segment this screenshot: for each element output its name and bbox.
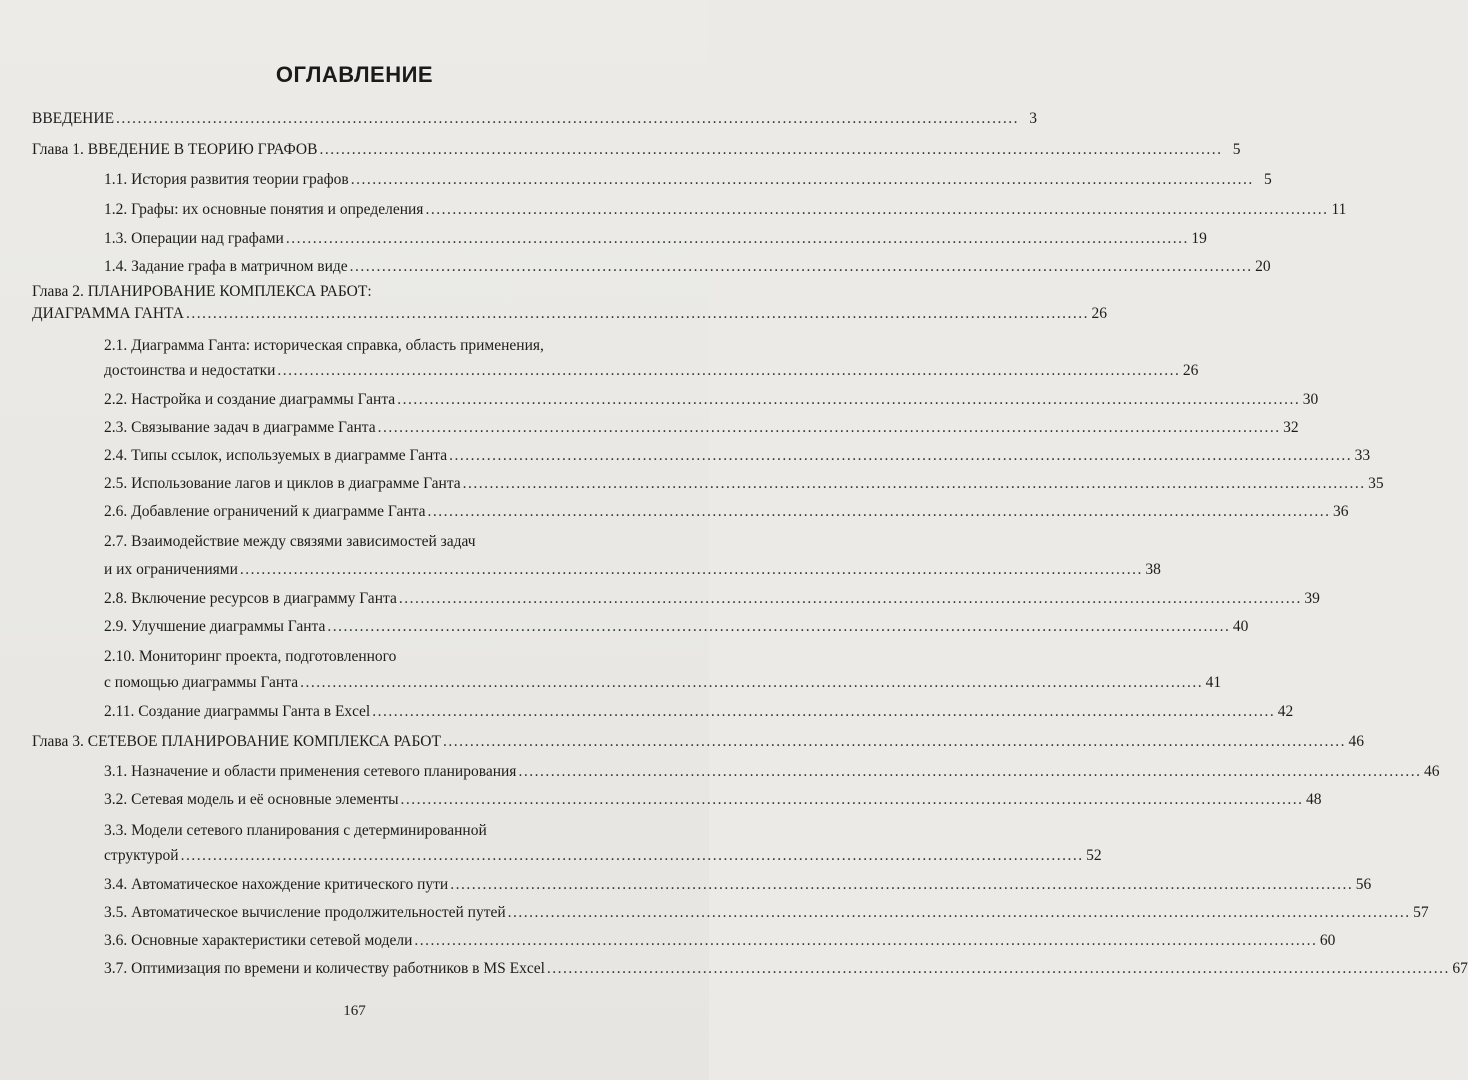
toc-entry-page: 42 xyxy=(1277,703,1294,720)
toc-entry-text: 2.5. Использование лагов и циклов в диаграмме Ганта xyxy=(104,475,461,492)
toc-entry-page: 30 xyxy=(1302,391,1319,408)
toc-leader-dots: ........................................................................................................................................................................ xyxy=(442,733,1346,750)
toc-entry-3-2 xyxy=(104,789,1322,811)
toc-entry-page: 33 xyxy=(1354,447,1371,464)
toc-entry-page: 3 xyxy=(1029,110,1038,127)
toc-leader-dots: ........................................................................................................................................................................ xyxy=(518,763,1422,780)
toc-entry-chapter-2-line1: Глава 2. ПЛАНИРОВАНИЕ КОМПЛЕКСА РАБОТ: xyxy=(32,283,372,300)
toc-entry-chapter-2 xyxy=(32,303,1107,325)
toc-leader-dots: ........................................................................................................................................................................ xyxy=(397,391,1301,408)
toc-entry-intro xyxy=(32,108,1038,130)
toc-leader-dots: ........................................................................................................................................................................ xyxy=(180,847,1084,864)
toc-entry-page: 35 xyxy=(1368,475,1384,492)
toc-entry-page: 46 xyxy=(1423,763,1440,780)
toc-leader-dots: ........................................................................................................................................................................ xyxy=(285,230,1189,247)
toc-entry-3-3-line1: 3.3. Модели сетевого планирования с детерминированной xyxy=(104,822,487,839)
toc-leader-dots: ........................................................................................................................................................................ xyxy=(327,618,1231,635)
toc-leader-dots: ........................................................................................................................................................................ xyxy=(425,201,1329,218)
toc-entry-3-6 xyxy=(104,930,1336,952)
toc-entry-text: 2.8. Включение ресурсов в диаграмму Ганта xyxy=(104,590,397,607)
toc-entry-1-4 xyxy=(104,256,1271,278)
toc-entry-page: 57 xyxy=(1413,904,1429,921)
toc-entry-2-7 xyxy=(104,559,1161,581)
toc-entry-page: 52 xyxy=(1086,847,1102,864)
toc-entry-text: 1.2. Графы: их основные понятия и определения xyxy=(104,201,424,218)
toc-entry-page: 11 xyxy=(1331,201,1347,218)
toc-entry-text: 2.2. Настройка и создание диаграммы Ганта xyxy=(104,391,396,408)
toc-entry-page: 20 xyxy=(1255,258,1271,275)
toc-entry-text: достоинства и недостатки xyxy=(104,362,276,379)
toc-entry-text: 3.1. Назначение и области применения сетевого планирования xyxy=(104,763,517,780)
toc-leader-dots: ........................................................................................................................................................................ xyxy=(450,876,1354,893)
toc-entry-2-2 xyxy=(104,389,1319,411)
toc-entry-page: 48 xyxy=(1306,791,1322,808)
toc-entry-2-3 xyxy=(104,417,1299,439)
toc-entry-page: 41 xyxy=(1205,674,1222,691)
toc-entry-2-10 xyxy=(104,672,1222,694)
toc-entry-3-5 xyxy=(104,902,1429,924)
toc-entry-1-1 xyxy=(104,169,1272,191)
toc-entry-page: 36 xyxy=(1332,503,1349,520)
toc-entry-text: ВВЕДЕНИЕ xyxy=(32,110,115,127)
toc-leader-dots: ........................................................................................................................................................................ xyxy=(427,503,1331,520)
toc-entry-2-11 xyxy=(104,701,1294,723)
toc-entry-text: 1.3. Операции над графами xyxy=(104,230,284,247)
toc-entry-2-4 xyxy=(104,445,1371,467)
toc-leader-dots: ........................................................................................................................................................................ xyxy=(372,703,1276,720)
toc-leader-dots: ........................................................................................................................................................................ xyxy=(400,791,1304,808)
toc-entry-text: ДИАГРАММА ГАНТА xyxy=(32,305,184,322)
toc-leader-dots: ........................................................................................................................................................................ xyxy=(350,171,1254,188)
toc-entry-page: 38 xyxy=(1145,561,1161,578)
toc-entry-text: структурой xyxy=(104,847,179,864)
toc-entry-text: 2.11. Создание диаграммы Ганта в Excel xyxy=(104,703,371,720)
page-number: 167 xyxy=(343,1003,366,1019)
toc-entry-1-2 xyxy=(104,199,1347,221)
toc-entry-1-3 xyxy=(104,228,1207,250)
toc-entry-chapter-3 xyxy=(32,731,1364,753)
toc-leader-dots: ........................................................................................................................................................................ xyxy=(300,674,1204,691)
toc-entry-page: 40 xyxy=(1232,618,1249,635)
toc-entry-page: 26 xyxy=(1091,305,1107,322)
toc-entry-2-1 xyxy=(104,360,1199,382)
toc-entry-text: 2.4. Типы ссылок, используемых в диаграмме Ганта xyxy=(104,447,448,464)
toc-leader-dots: ........................................................................................................................................................................ xyxy=(462,475,1366,492)
toc-entry-text: 2.9. Улучшение диаграммы Ганта xyxy=(104,618,326,635)
toc-entry-2-10-line1: 2.10. Мониторинг проекта, подготовленного xyxy=(104,648,397,665)
toc-entry-text: с помощью диаграммы Ганта xyxy=(104,674,299,691)
toc-leader-dots: ........................................................................................................................................................................ xyxy=(449,447,1353,464)
toc-entry-page: 26 xyxy=(1182,362,1199,379)
page-title: ОГЛАВЛЕНИЕ xyxy=(275,62,434,87)
toc-leader-dots: ........................................................................................................................................................................ xyxy=(398,590,1302,607)
toc-entry-2-7-line1: 2.7. Взаимодействие между связями зависимостей задач xyxy=(104,533,476,550)
toc-entry-3-3 xyxy=(104,845,1102,867)
toc-entry-text: 3.7. Оптимизация по времени и количеству работников в MS Excel xyxy=(104,960,545,977)
toc-entry-text: 1.1. История развития теории графов xyxy=(104,171,349,188)
toc-entry-3-7 xyxy=(104,958,1468,980)
toc-entry-2-6 xyxy=(104,501,1349,523)
toc-entry-text: 2.6. Добавление ограничений к диаграмме Ганта xyxy=(104,503,426,520)
toc-entry-page: 46 xyxy=(1348,733,1364,750)
toc-leader-dots: ........................................................................................................................................................................ xyxy=(349,258,1253,275)
toc-leader-dots: ........................................................................................................................................................................ xyxy=(319,141,1223,158)
toc-entry-page: 56 xyxy=(1355,876,1372,893)
toc-leader-dots: ........................................................................................................................................................................ xyxy=(546,960,1450,977)
toc-entry-text: 2.3. Связывание задач в диаграмме Ганта xyxy=(104,419,376,436)
toc-entry-page: 60 xyxy=(1319,932,1336,949)
toc-entry-chapter-1 xyxy=(32,139,1241,161)
toc-entry-text: 3.2. Сетевая модель и её основные элементы xyxy=(104,791,399,808)
toc-leader-dots: ........................................................................................................................................................................ xyxy=(277,362,1181,379)
toc-entry-3-1 xyxy=(104,761,1440,783)
toc-entry-2-9 xyxy=(104,616,1249,638)
toc-entry-2-8 xyxy=(104,588,1320,610)
toc-leader-dots: ........................................................................................................................................................................ xyxy=(377,419,1281,436)
toc-entry-text: 1.4. Задание графа в матричном виде xyxy=(104,258,348,275)
toc-entry-text: Глава 3. СЕТЕВОЕ ПЛАНИРОВАНИЕ КОМПЛЕКСА РАБОТ xyxy=(32,733,441,750)
toc-entry-3-4 xyxy=(104,874,1372,896)
toc-leader-dots: ........................................................................................................................................................................ xyxy=(116,110,1020,127)
toc-entry-page: 67 xyxy=(1452,960,1468,977)
toc-entry-text: и их ограничениями xyxy=(104,561,238,578)
toc-entry-text: 3.5. Автоматическое вычисление продолжительностей путей xyxy=(104,904,506,921)
toc-entry-page: 19 xyxy=(1191,230,1207,247)
toc-entry-page: 5 xyxy=(1263,171,1272,188)
toc-entry-text: 3.4. Автоматическое нахождение критического пути xyxy=(104,876,449,893)
toc-entry-text: 3.6. Основные характеристики сетевой модели xyxy=(104,932,413,949)
toc-entry-2-5 xyxy=(104,473,1384,495)
toc-entry-page: 32 xyxy=(1283,419,1299,436)
toc-entry-text: Глава 1. ВВЕДЕНИЕ В ТЕОРИЮ ГРАФОВ xyxy=(32,141,318,158)
toc-leader-dots: ........................................................................................................................................................................ xyxy=(185,305,1089,322)
toc-entry-page: 39 xyxy=(1304,590,1320,607)
toc-leader-dots: ........................................................................................................................................................................ xyxy=(414,932,1318,949)
toc-leader-dots: ........................................................................................................................................................................ xyxy=(507,904,1411,921)
toc-entry-page: 5 xyxy=(1232,141,1241,158)
toc-entry-2-1-line1: 2.1. Диаграмма Ганта: историческая справка, область применения, xyxy=(104,337,544,354)
toc-leader-dots: ........................................................................................................................................................................ xyxy=(239,561,1143,578)
